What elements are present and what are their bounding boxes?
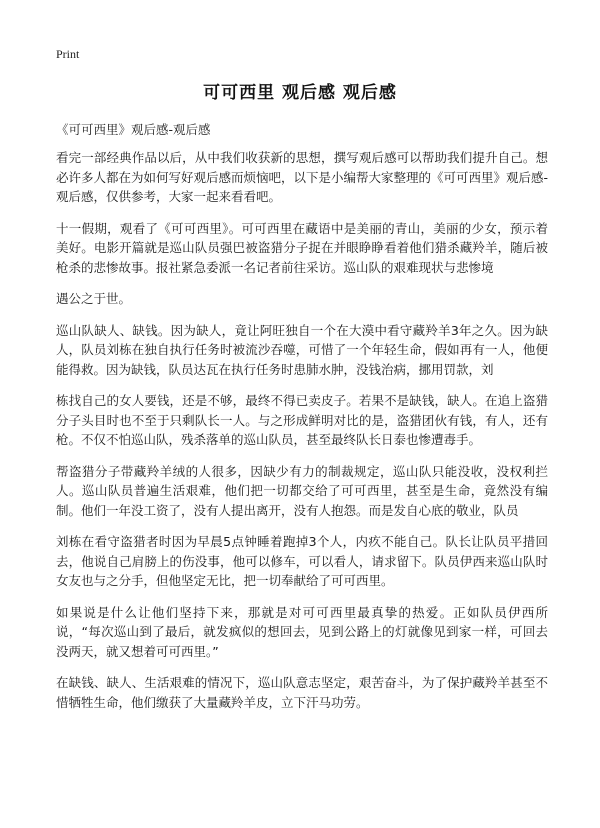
- paragraph: 遇公之于世。: [56, 291, 132, 306]
- paragraph: 帮盗猎分子带藏羚羊绒的人很多，因缺少有力的制裁规定，巡山队只能没收，没权利拦人。巡山队员普遍生活艰难，他们把一切都交给了可可西里，甚至是生命，竟然没有编制。他们一年没工资了，没有人提出离开，没有人抱怨。而是发自心底的敬业，队员: [56, 463, 548, 518]
- paragraph: 在缺钱、缺人、生活艰难的情况下，巡山队意志坚定，艰苦奋斗，为了保护藏羚羊甚至不惜牺牲生命，他们缴获了大量藏羚羊皮，立下汗马功劳。: [56, 675, 548, 710]
- page-title: 可可西里 观后感 观后感: [203, 83, 397, 103]
- paragraph: 如果说是什么让他们坚持下来，那就是对可可西里最真挚的热爱。正如队员伊西所说，“每次巡山到了最后，就发疯似的想回去，见到公路上的灯就像见到家一样，可回去没两天，就又想着可可西里。”: [56, 604, 548, 659]
- paragraph: 十一假期，观看了《可可西里》。可可西里在藏语中是美丽的青山，美丽的少女，预示着美好。电影开篇就是巡山队员强巴被盗猎分子捉在并眼睁睁看着他们猎杀藏羚羊，随后被枪杀的悲惨故事。报社紧急委派一名记者前往采访。巡山队的艰难现状与悲惨境: [56, 220, 548, 275]
- paragraph: 看完一部经典作品以后，从中我们收获新的思想，撰写观后感可以帮助我们提升自己。想必许多人都在为如何写好观后感而烦恼吧，以下是小编帮大家整理的《可可西里》观后感-观后感，仅供参考，大家一起来看看吧。: [56, 150, 549, 204]
- article-body: [56, 148, 548, 724]
- article-subtitle: 《可可西里》观后感-观后感: [56, 122, 211, 137]
- paragraph: 刘栋在看守盗猎者时因为早晨5点钟睡着跑掉3个人，内疚不能自己。队长让队员平措回去，他说自己肩膀上的伤没事，他可以修车，可以看人，请求留下。队员伊西来巡山队时女友也与之分手，但他坚定无比，把一切奉献给了可可西里。: [56, 534, 548, 588]
- print-link[interactable]: Print: [56, 47, 80, 61]
- paragraph: 栋找自己的女人要钱，还是不够，最终不得已卖皮子。若果不是缺钱，缺人。在追上盗猎分子头目时也不至于只剩队长一人。与之形成鲜明对比的是，盗猎团伙有钱，有人，还有枪。不仅不怕巡山队，残杀落单的巡山队员，甚至最终队长日泰也惨遭毒手。: [56, 393, 548, 447]
- paragraph: 巡山队缺人、缺钱。因为缺人，竟让阿旺独自一个在大漠中看守藏羚羊3年之久。因为缺人，队员刘栋在独自执行任务时被流沙吞噬，可惜了一个年轻生命，假如再有一人，他便能得救。因为缺钱，队员达瓦在执行任务时患肺水肿，没钱治病，挪用罚款，刘: [56, 322, 548, 377]
